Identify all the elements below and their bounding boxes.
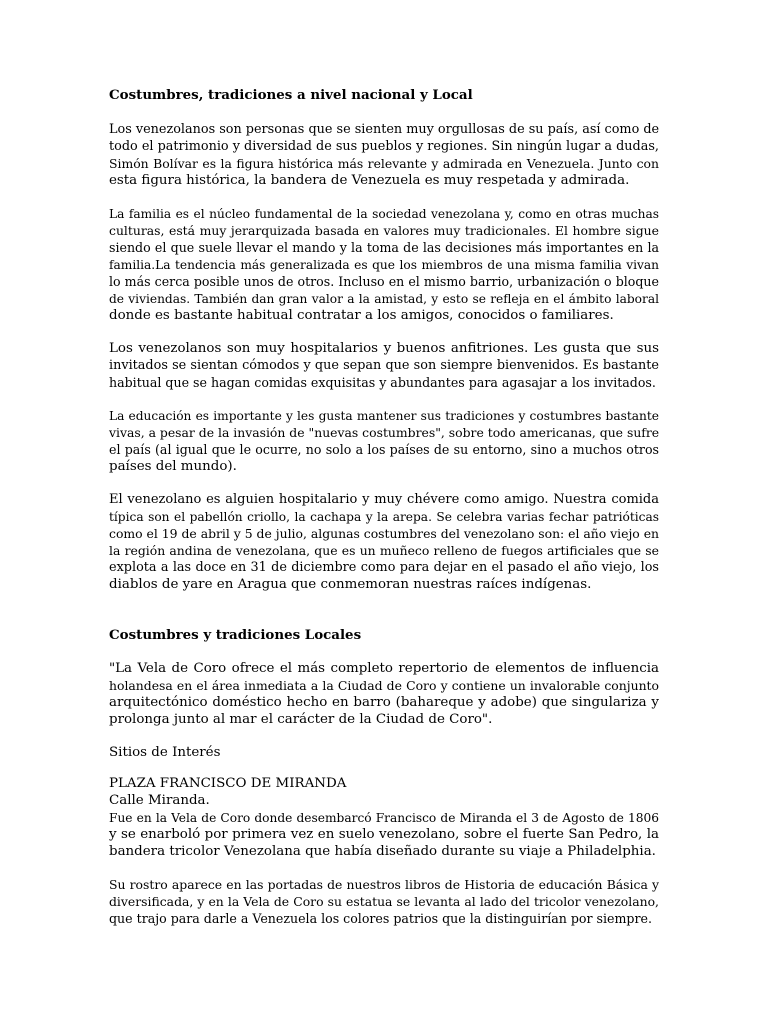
text-line: el país (al igual que le ocurre, no solo a los países de su entorno, sino a muchos otros <box>109 442 659 457</box>
text-line: "La Vela de Coro ofrece el más completo repertorio de elementos de influencia <box>109 661 659 676</box>
plaza-title: PLAZA FRANCISCO DE MIRANDA <box>109 776 347 791</box>
sitios-de-interes: Sitios de Interés <box>109 745 221 760</box>
text-line: Los venezolanos son muy hospitalarios y buenos anfitriones. Les gusta que sus <box>109 341 659 356</box>
text-line: bandera tricolor Venezolana que había diseñado durante su viaje a Philadelphia. <box>109 844 656 859</box>
text-line: Fue en la Vela de Coro donde desembarcó Francisco de Miranda el 3 de Agosto de 1806 <box>109 811 659 825</box>
text-line: invitados se sientan cómodos y que sepan que son siempre bienvenidos. Es bastante <box>109 358 659 373</box>
text-line: La educación es importante y les gusta mantener sus tradiciones y costumbres bastante <box>109 409 659 423</box>
text-line: lo más cerca posible unos de otros. Incluso en el mismo barrio, urbanización o bloque <box>109 274 659 289</box>
text-line: que trajo para darle a Venezuela los colores patrios que la distinguirían por siempre. <box>109 911 652 926</box>
text-line: como el 19 de abril y 5 de julio, algunas costumbres del venezolano son: el año viejo en <box>109 526 660 541</box>
heading-national: Costumbres, tradiciones a nivel nacional y Local <box>109 87 473 103</box>
text-line: Los venezolanos son personas que se sienten muy orgullosas de su país, así como de <box>109 122 660 137</box>
text-line: diablos de yare en Aragua que conmemoran nuestras raíces indígenas. <box>109 577 592 592</box>
text-line: Simón Bolívar es la figura histórica más relevante y admirada en Venezuela. Junto con <box>109 156 659 171</box>
text-line: El venezolano es alguien hospitalario y muy chévere como amigo. Nuestra comida <box>109 492 659 507</box>
text-line: explota a las doce en 31 de diciembre como para dejar en el pasado el año viejo, los <box>109 560 659 575</box>
text-line: prolonga junto al mar el carácter de la Ciudad de Coro". <box>109 712 493 727</box>
text-line: la región andina de venezolana, que es un muñeco relleno de fuegos artificiales que se <box>109 543 659 558</box>
text-line: todo el patrimonio y diversidad de sus pueblos y regiones. Sin ningún lugar a dudas, <box>109 139 659 154</box>
text-line: culturas, está muy jerarquizada basada en valores muy tradicionales. El hombre sigue <box>109 223 659 238</box>
text-line: arquitectónico doméstico hecho en barro (bahareque y adobe) que singulariza y <box>109 695 659 710</box>
text-line: típica son el pabellón criollo, la cachapa y la arepa. Se celebra varias fechar patrióticas <box>109 510 659 524</box>
text-line: esta figura histórica, la bandera de Venezuela es muy respetada y admirada. <box>109 173 630 188</box>
heading-local: Costumbres y tradiciones Locales <box>109 627 362 643</box>
plaza-street: Calle Miranda. <box>109 793 210 808</box>
text-line: vivas, a pesar de la invasión de "nuevas costumbres", sobre todo americanas, que sufre <box>109 425 660 440</box>
text-line: de viviendas. También dan gran valor a la amistad, y esto se refleja en el ámbito laboral <box>109 292 659 306</box>
text-line: familia.La tendencia más generalizada es que los miembros de una misma familia vivan <box>109 258 659 272</box>
text-line: Su rostro aparece en las portadas de nuestros libros de Historia de educación Básica y <box>109 877 659 892</box>
text-line: holandesa en el área inmediata a la Ciudad de Coro y contiene un invalorable conjunto <box>109 678 659 693</box>
text-line: habitual que se hagan comidas exquisitas y abundantes para agasajar a los invitados. <box>109 375 656 390</box>
text-line: países del mundo). <box>109 459 237 474</box>
text-line: y se enarboló por primera vez en suelo venezolano, sobre el fuerte San Pedro, la <box>109 827 659 842</box>
text-line: diversificada, y en la Vela de Coro su estatua se levanta al lado del tricolor venezolano, <box>109 894 659 909</box>
text-line: siendo el que suele llevar el mando y la toma de las decisiones más importantes en la <box>109 240 659 255</box>
text-line: La familia es el núcleo fundamental de la sociedad venezolana y, como en otras muchas <box>109 207 659 221</box>
text-line: donde es bastante habitual contratar a los amigos, conocidos o familiares. <box>109 308 614 323</box>
